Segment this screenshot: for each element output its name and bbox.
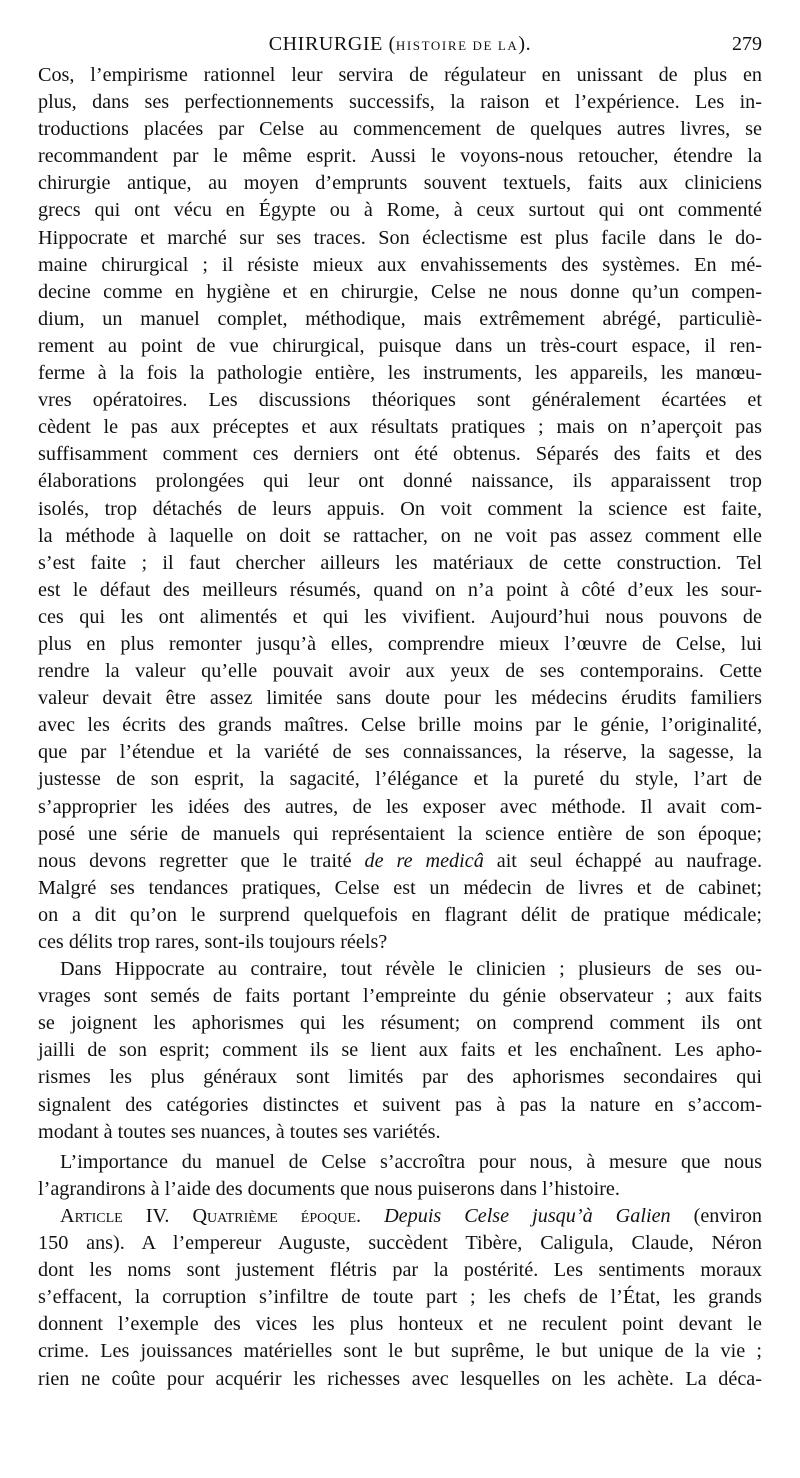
paragraph-importance [38, 1149, 762, 1203]
text-line: ferme à la fois la pathologie entière, les instruments, les appareils, les manœu- [38, 362, 762, 385]
article-iv [38, 1203, 762, 1393]
text-line: Dans Hippocrate au contraire, tout révèle le clinicien ; plusieurs de ses ou- [60, 958, 762, 981]
text-line: l’agrandirons à l’aide des documents que nous puiserons dans l’histoire. [38, 1177, 620, 1200]
text-line: cèdent le pas aux préceptes et aux résultats pratiques ; mais on n’aperçoit pas [38, 416, 762, 439]
text-line: se joignent les aphorismes qui les résument; on comprend comment ils ont [38, 1012, 762, 1035]
text-line: crime. Les jouissances matérielles sont le but suprême, le but unique de la vie ; [38, 1340, 762, 1363]
running-title-smallcaps: HISTOIRE DE LA [395, 38, 519, 53]
text-line: jailli de son esprit; comment ils se lient aux faits et les enchaînent. Les apho- [38, 1039, 762, 1062]
text-line: dium, un manuel complet, méthodique, mais extrêmement abrégé, particuliè- [38, 307, 762, 330]
text-line [38, 848, 762, 875]
running-title-end: ). [518, 33, 532, 55]
text-line: suffisamment comment ces derniers ont été obtenus. Séparés des faits et des [38, 443, 762, 466]
text-line: justesse de son esprit, la sagacité, l’élégance et la pureté du style, l’art de [38, 768, 762, 791]
text-line: Hippocrate et marché sur ses traces. Son éclectisme est plus facile dans le do- [38, 226, 762, 249]
text-line: on a dit qu’on le surprend quelquefois en flagrant délit de pratique médicale; [38, 903, 762, 926]
running-title-main: CHIRURGIE ( [268, 33, 396, 55]
text-line: que par l’étendue et la variété de ses connaissances, la réserve, la sagesse, la [38, 741, 762, 764]
text-line: est le défaut des meilleurs résumés, quand on n’a point à côté d’eux les sour- [38, 578, 762, 601]
text-line: élaborations prolongées qui leur ont donné naissance, ils apparaissent trop [38, 470, 762, 493]
text-line: isolés, trop détachés de leurs appuis. On voit comment la science est faite, [38, 497, 762, 520]
text-line: valeur devait être assez limitée sans doute pour les médecins érudits familiers [38, 687, 762, 710]
text-line: rismes les plus généraux sont limités par des aphorismes secondaires qui [38, 1066, 762, 1089]
text-line: s’effacent, la corruption s’infiltre de toute part ; les chefs de l’État, les grands [38, 1286, 762, 1309]
text-line: plus en plus remonter jusqu’à elles, comprendre mieux l’œuvre de Celse, lui [38, 632, 762, 655]
text-line: vrages sont semés de faits portant l’empreinte du génie observateur ; aux faits [38, 985, 762, 1008]
article-heading-line [38, 1203, 762, 1230]
text-line: troductions placées par Celse au commencement de quelques autres livres, se [38, 118, 762, 141]
paragraph-hippocrate [38, 956, 762, 1146]
article-label: Article IV. [60, 1204, 170, 1227]
text-line: grecs qui ont vécu en Égypte ou à Rome, à ceux surtout qui ont commenté [38, 199, 762, 222]
article-title: Depuis Celse jusqu’à Galien [384, 1204, 671, 1227]
text-line: donnent l’exemple des vices les plus honteux et ne reculent point devant le [38, 1313, 762, 1336]
text-line: avec les écrits des grands maîtres. Celse brille moins par le génie, l’originalité, [38, 714, 762, 737]
text-line: recommandent par le même esprit. Aussi le voyons-nous retoucher, étendre la [38, 145, 762, 168]
text-line: dont les noms sont justement flétris par la postérité. Les sentiments moraux [38, 1259, 762, 1282]
text-line: rendre la valeur qu’elle pouvait avoir aux yeux de ses contemporains. Cette [38, 660, 762, 683]
text-line: posé une série de manuels qui représentaient la science entière de son époque; [38, 822, 762, 845]
paragraph-celse [38, 62, 762, 956]
text-line: L’importance du manuel de Celse s’accroîtra pour nous, à mesure que nous [60, 1150, 762, 1173]
text-line: 150 ans). A l’empereur Auguste, succèdent Tibère, Caligula, Claude, Néron [38, 1232, 762, 1255]
text-line: rement au point de vue chirurgical, puisque dans un très-court espace, il ren- [38, 334, 762, 357]
running-header [38, 30, 762, 58]
text-segment: nous devons regretter que le traité [38, 849, 365, 872]
text-line: ces qui les ont alimentés et qui les vivifient. Aujourd’hui nous pouvons de [38, 605, 762, 628]
text-line: la méthode à laquelle on doit se rattacher, on ne voit pas assez comment elle [38, 524, 762, 547]
text-line: Malgré ses tendances pratiques, Celse est un médecin de livres et de cabinet; [38, 876, 762, 899]
text-line: decine comme en hygiène et en chirurgie, Celse ne nous donne qu’un compen- [38, 280, 762, 303]
text-line: plus, dans ses perfectionnements successifs, la raison et l’expérience. Les in- [38, 91, 762, 114]
text-line: vres opératoires. Les discussions théoriques sont généralement écartées et [38, 389, 762, 412]
text-line: s’approprier les idées des autres, de les exposer avec méthode. Il avait com- [38, 795, 762, 818]
page-body [38, 62, 762, 1393]
latin-title: de re medicâ [364, 849, 484, 872]
text-line: signalent des catégories distinctes et suivent pas à pas la nature en s’accom- [38, 1093, 762, 1116]
running-title [38, 30, 762, 60]
text-line: chirurgie antique, au moyen d’emprunts souvent textuels, faits aux cliniciens [38, 172, 762, 195]
article-epoch: Quatrième époque. [192, 1204, 362, 1227]
text-line: rien ne coûte pour acquérir les richesses avec lesquelles on les achète. La déca- [38, 1367, 762, 1390]
article-duration: (environ [670, 1204, 763, 1227]
text-line: Cos, l’empirisme rationnel leur servira de régulateur en unissant de plus en [38, 64, 762, 86]
text-line: ces délits trop rares, sont-ils toujours réels? [38, 931, 388, 953]
text-line: modant à toutes ses nuances, à toutes ses variétés. [38, 1120, 441, 1143]
text-line: maine chirurgical ; il résiste mieux aux envahissements des systèmes. En mé- [38, 253, 762, 276]
text-segment: ait seul échappé au naufrage. [483, 849, 763, 872]
text-line: s’est faite ; il faut chercher ailleurs les matériaux de cette construction. Tel [38, 551, 762, 574]
page-number: 279 [732, 33, 762, 55]
